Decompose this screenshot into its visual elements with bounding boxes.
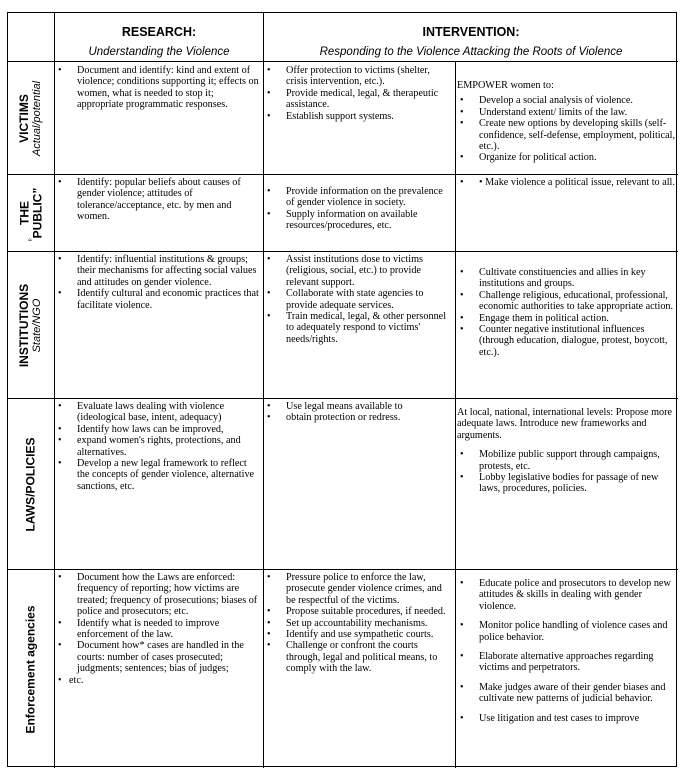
list-item: • Develop a new legal framework to reflect the concepts of gender violence, alternative sanctions, etc.: [55, 458, 259, 492]
divider-victims: [8, 174, 678, 175]
research-subtitle: Understanding the Violence: [88, 46, 230, 58]
list-item: • Identify how laws can be improved,: [55, 424, 259, 435]
list-item: • Challenge or confront the courts through, legal and political means, to comply with the law.: [264, 640, 453, 674]
list-item: • Educate police and prosecutors to develop new attitudes & skills in dealing with gender violence.: [457, 578, 676, 612]
list-item: • Document how the Laws are enforced: frequency of reporting; how victims are treated; frequency of prosecutions; biases of police and prosecutors; etc.: [55, 572, 259, 618]
institutions-label: INSTITUTIONS: [17, 283, 32, 367]
laws-roots: [457, 407, 676, 568]
divider-public: [8, 251, 678, 252]
list-item: • Elaborate alternative approaches regarding victims and perpetrators.: [457, 651, 676, 674]
list-item: • Identify and use sympathetic courts.: [264, 629, 453, 640]
list-item: • Use litigation and test cases to improve: [457, 713, 676, 724]
intervention-subtitle: Responding to the Violence Attacking the Roots of Violence: [319, 46, 623, 58]
list-item: • • Make violence a political issue, relevant to all.: [457, 177, 676, 188]
list-item: • Identify what is needed to improve enforcement of the law.: [55, 618, 259, 641]
empower-intro: EMPOWER women to:: [457, 80, 554, 91]
list-item: • obtain protection or redress.: [264, 412, 453, 423]
list-item: • Cultivate constituencies and allies in key institutions and groups.: [457, 267, 676, 290]
list-item: • Propose suitable procedures, if needed.: [264, 606, 453, 617]
enforcement-response: [264, 572, 453, 767]
enforcement-label: Enforcement agencies: [23, 604, 38, 734]
row-label-enforcement: [8, 570, 54, 768]
public-roots: [457, 177, 676, 250]
list-item: • Counter negative institutional influences (through education, dialogue, protest, boycott, etc.).: [457, 324, 676, 358]
intervention-title: INTERVENTION:: [422, 25, 520, 39]
laws-roots-intro: At local, national, international levels: Propose more adequate laws. Introduce new frameworks and arguments.: [457, 407, 673, 441]
list-item: • Make judges aware of their gender biases and cultivate new patterns of judicial behavior.: [457, 682, 676, 705]
list-item: • Monitor police handling of violence cases and police behavior.: [457, 620, 676, 643]
institutions-research: [55, 254, 259, 397]
research-title: RESEARCH:: [121, 25, 197, 39]
laws-response: [264, 401, 453, 568]
institutions-roots: [457, 267, 676, 397]
public-quote-mark: “: [28, 237, 32, 247]
public-response: [264, 186, 453, 250]
list-item: • Engage them in political action.: [457, 313, 676, 324]
list-item: • Use legal means available to: [264, 401, 453, 412]
victims-roots: [457, 80, 676, 173]
laws-research: [55, 401, 259, 568]
list-item: • Assist institutions dose to victims (religious, social, etc.) to provide relevant support.: [264, 254, 453, 288]
list-item: • Offer protection to victims (shelter, crisis intervention, etc.).: [264, 65, 453, 88]
public-research: [55, 177, 259, 250]
row-label-victims: [8, 62, 54, 174]
divider-col3: [455, 61, 456, 768]
victims-sublabel: Actual/potential: [31, 80, 44, 156]
row-label-laws: [8, 399, 54, 569]
list-item: • Evaluate laws dealing with violence (ideological base, intent, adequacy): [55, 401, 259, 424]
list-item: • Establish support systems.: [264, 111, 453, 122]
enforcement-roots: [457, 578, 676, 767]
divider-institutions: [8, 398, 678, 399]
list-item: • Challenge religious, educational, professional, economic authorities to take appropriate action.: [457, 290, 676, 313]
public-label-line2: PUBLIC”: [30, 187, 45, 239]
list-item: • Identify: popular beliefs about causes of gender violence; attitudes of tolerance/acceptance, etc. by men and women.: [55, 177, 259, 223]
public-label-line1: THE: [17, 201, 32, 226]
list-item: • Supply information on available resources/procedures, etc.: [264, 209, 453, 232]
victims-label: VICTIMS: [17, 93, 32, 143]
list-item: • Mobilize public support through campaigns, protests, etc.: [457, 449, 676, 472]
institutions-sublabel: State/NGO: [31, 298, 44, 352]
institutions-response: [264, 254, 453, 397]
list-item: • Understand extent/ limits of the law.: [457, 107, 676, 118]
list-item: • Train medical, legal, & other personnel to adequately respond to victims' needs/rights.: [264, 311, 453, 345]
framework-table: [7, 12, 677, 767]
list-item: • expand women's rights, protections, and alternatives.: [55, 435, 259, 458]
laws-label: LAWS/POLICIES: [23, 436, 38, 532]
list-item: • Pressure police to enforce the law, prosecute gender violence crimes, and be respectful of the victims.: [264, 572, 453, 606]
enforcement-research: [55, 572, 259, 767]
row-label-institutions: [8, 252, 54, 398]
list-item: • Identify cultural and economic practices that facilitate violence.: [55, 288, 259, 311]
victims-research: [55, 65, 259, 173]
list-item: • Identify: influential institutions & groups; their mechanisms for affecting social values and attitudes on gender violence.: [55, 254, 259, 288]
list-item: • Set up accountability mechanisms.: [264, 618, 453, 629]
list-item: • Collaborate with state agencies to provide adequate services.: [264, 288, 453, 311]
divider-laws: [8, 569, 678, 570]
list-item: • Document and identify: kind and extent of violence; conditions supporting it; effects on women, what is needed to stop it; appropriate programmatic responses.: [55, 65, 259, 111]
list-item: • Organize for political action.: [457, 152, 676, 163]
victims-response: [264, 65, 453, 173]
list-item: • Lobby legislative bodies for passage of new laws, procedures, policies.: [457, 472, 676, 495]
list-item: • Create new options by developing skills (self-confidence, self-defense, employment, political, etc.).: [457, 118, 676, 152]
list-item: • Document how* cases are handled in the courts: number of cases prosecuted; judgments; sentences; bias of judges;: [55, 640, 259, 674]
divider-header: [8, 61, 678, 62]
list-item: • Develop a social analysis of violence.: [457, 95, 676, 106]
list-item: • Provide information on the prevalence of gender violence in society.: [264, 186, 453, 209]
list-item: • Provide medical, legal, & therapeutic assistance.: [264, 88, 453, 111]
list-item: • etc.: [55, 675, 259, 686]
